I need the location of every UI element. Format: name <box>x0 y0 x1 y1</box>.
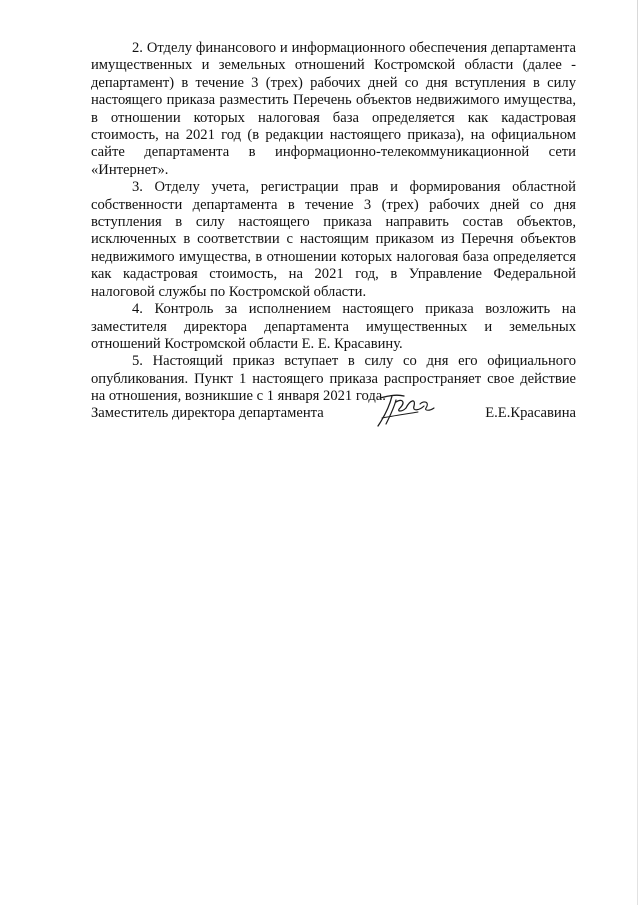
signatory-name: Е.Е.Красавина <box>485 405 576 421</box>
paragraph-4: 4. Контроль за исполнением настоящего приказа возложить на заместителя директора департамента имущественных и земельных отношений Костромской области Е. Е. Красавину. <box>91 301 576 352</box>
paragraph-2: 2. Отделу финансового и информационного обеспечения департамента имущественных и земельных отношений Костромской области (далее - департамент) в течение 3 (трех) рабочих дней со дня вступления в силу настоящего приказа разместить Перечень объектов недвижимого имущества, в отношении которых налоговая база определяется как кадастровая стоимость, на 2021 год (в редакции настоящего приказа), на официальном сайте департамента в информационно-телекоммуникационной сети «Интернет». <box>91 40 576 178</box>
paragraph-5: 5. Настоящий приказ вступает в силу со дня его официального опубликования. Пункт 1 настоящего приказа распространяет свое действие на отношения, возникшие с 1 января 2021 года. <box>91 353 576 405</box>
signatory-title: Заместитель директора департамента <box>91 405 324 421</box>
handwritten-signature <box>366 388 438 432</box>
paragraph-3: 3. Отделу учета, регистрации прав и формирования областной собственности департамента в течение 3 (трех) рабочих дней со дня вступления в силу настоящего приказа направить состав объектов, исключенных в соответствии с настоящим приказом из Перечня объектов недвижимого имущества, в отношении которых налоговая база определяется как кадастровая стоимость, на 2021 год, в Управление Федеральной налоговой службы по Костромской области. <box>91 179 576 300</box>
scan-edge <box>637 0 638 905</box>
signature-block <box>91 396 576 436</box>
document-body <box>91 40 576 406</box>
